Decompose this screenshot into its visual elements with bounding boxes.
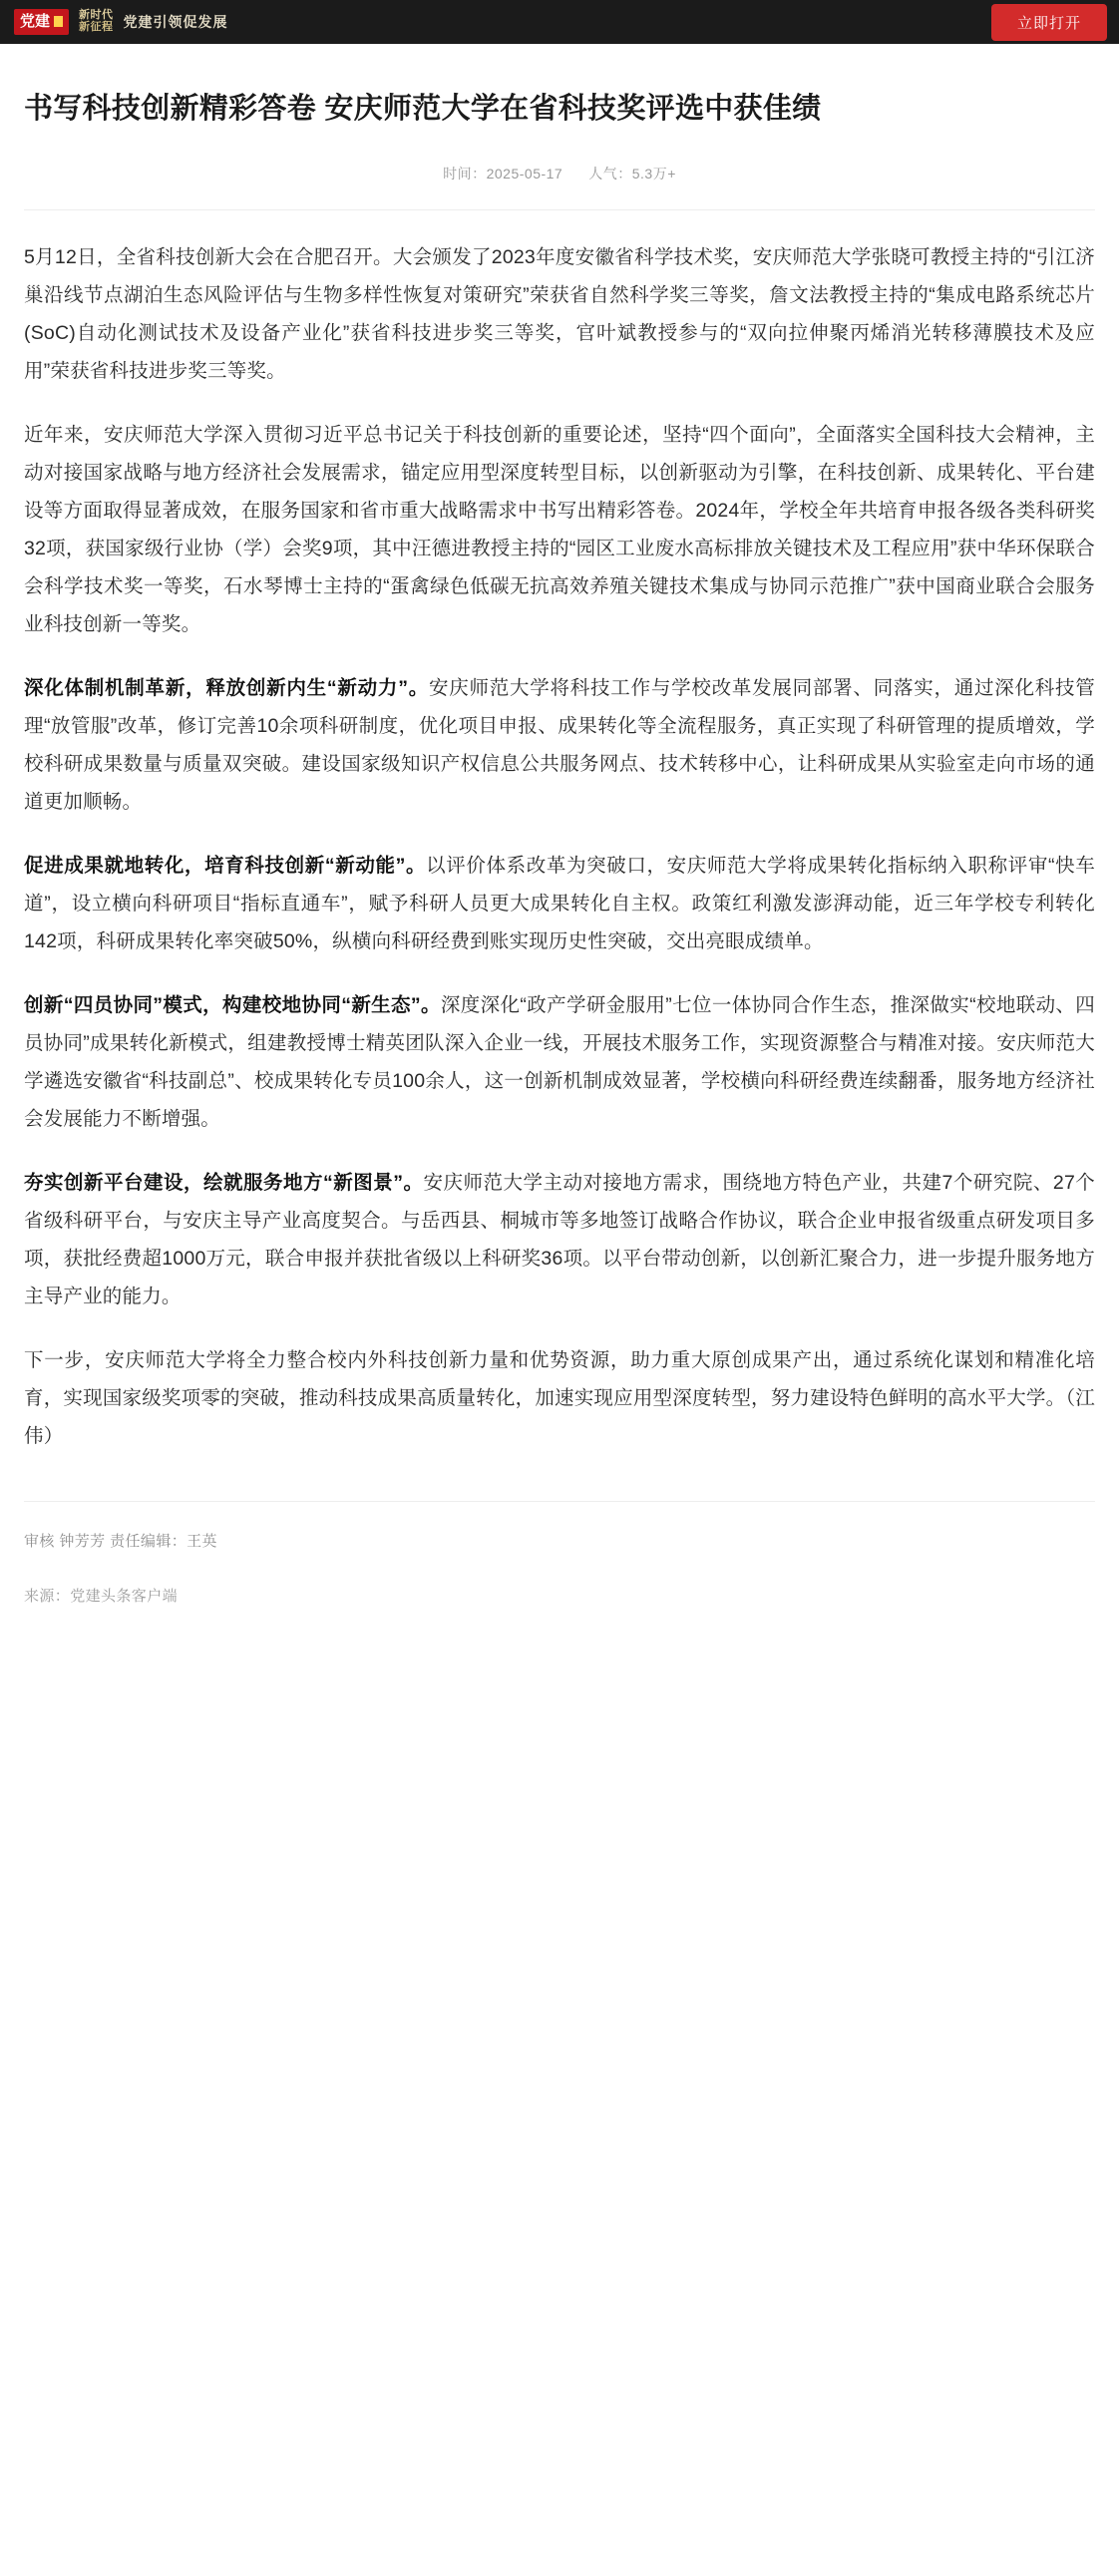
article-container xyxy=(0,88,1119,1675)
view-count-value: 5.3万+ xyxy=(631,166,676,183)
party-logo-icon xyxy=(14,9,69,35)
publish-time-value: 2025-05-17 xyxy=(486,166,563,183)
paragraph xyxy=(24,238,1095,390)
paragraph xyxy=(24,847,1095,960)
source-value[interactable]: 党建头条客户端 xyxy=(70,1588,179,1606)
paragraph xyxy=(24,416,1095,643)
paragraph xyxy=(24,986,1095,1138)
paragraph xyxy=(24,1164,1095,1315)
party-logo-text: 党建 xyxy=(20,13,51,30)
paragraph-text: 下一步，安庆师范大学将全力整合校内外科技创新力量和优势资源，助力重大原创成果产出，通过系统化谋划和精准化培育，实现国家级奖项零的突破，推动科技成果高质量转化，加速实现应用型深度转型，努力建设特色鲜明的高水平大学。（江伟） xyxy=(24,1349,1095,1448)
article-footer xyxy=(24,1501,1095,1606)
paragraph-lead: 创新“四员协同”模式，构建校地协同“新生态”。 xyxy=(24,994,441,1017)
source-label: 来源： xyxy=(24,1588,71,1606)
open-app-button[interactable]: 立即打开 xyxy=(991,4,1107,41)
paragraph-text: 深度深化“政产学研金服用”七位一体协同合作生态，推深做实“校地联动、四员协同”成果转化新模式，组建教授博士精英团队深入企业一线，开展技术服务工作，实现资源整合与精准对接。安庆师范大学遴选安徽省“科技副总”、校成果转化专员100余人，这一创新机制成效显著，学校横向科研经费连续翻番，服务地方经济社会发展能力不断增强。 xyxy=(24,994,1095,1131)
editor-credits: 审核 钟芳芳 责任编辑：王英 xyxy=(24,1533,217,1551)
paragraph-lead: 夯实创新平台建设，绘就服务地方“新图景”。 xyxy=(24,1172,424,1195)
brand-slogan: 党建引领促发展 xyxy=(123,14,228,30)
paragraph-lead: 深化体制机制革新，释放创新内生“新动力”。 xyxy=(24,677,429,700)
header-divider xyxy=(24,209,1095,210)
brand-subtitle xyxy=(79,10,114,33)
view-count xyxy=(588,164,676,184)
bottom-spacer xyxy=(24,1606,1095,1675)
page-title: 书写科技创新精彩答卷 安庆师范大学在省科技奖评选中获佳绩 xyxy=(24,93,822,125)
article-source xyxy=(24,1585,1095,1606)
brand-subtitle-line1: 新时代 xyxy=(79,9,114,22)
paragraph xyxy=(24,1341,1095,1455)
view-count-label: 人气： xyxy=(588,166,632,183)
publish-time-label: 时间： xyxy=(443,166,487,183)
brand-subtitle-line2: 新征程 xyxy=(79,21,114,33)
paragraph-text: 安庆师范大学主动对接地方需求，围绕地方特色产业，共建7个研究院、27个省级科研平台，与安庆主导产业高度契合。与岳西县、桐城市等多地签订战略合作协议，联合企业申报省级重点研发项目多项，获批经费超1000万元，联合申报并获批省级以上科研奖36项。以平台带动创新，以创新汇聚合力，进一步提升服务地方主导产业的能力。 xyxy=(24,1172,1095,1308)
article-meta xyxy=(24,164,1095,184)
publish-time xyxy=(443,164,562,184)
paragraph-text: 近年来，安庆师范大学深入贯彻习近平总书记关于科技创新的重要论述，坚持“四个面向”，全面落实全国科技大会精神，主动对接国家战略与地方经济社会发展需求，锚定应用型深度转型目标，以创新驱动为引擎，在科技创新、成果转化、平台建设等方面取得显著成效，在服务国家和省市重大战略需求中书写出精彩答卷。2024年，学校全年共培育申报各级各类科研奖32项，获国家级行业协（学）会奖9项，其中汪德进教授主持的“园区工业废水高标排放关键技术及工程应用”获中华环保联合会科学技术奖一等奖，石水琴博士主持的“蛋禽绿色低碳无抗高效养殖关键技术集成与协同示范推广”获中国商业联合会服务业科技创新一等奖。 xyxy=(24,424,1095,636)
paragraph xyxy=(24,669,1095,821)
paragraph-text: 5月12日，全省科技创新大会在合肥召开。大会颁发了2023年度安徽省科学技术奖，安庆师范大学张晓可教授主持的“引江济巢沿线节点湖泊生态风险评估与生物多样性恢复对策研究”荣获省自然科学奖三等奖，詹文法教授主持的“集成电路系统芯片(SoC)自动化测试技术及设备产业化”获省科技进步奖三等奖，官叶斌教授参与的“双向拉伸聚丙烯消光转移薄膜技术及应用”荣获省科技进步奖三等奖。 xyxy=(24,246,1095,383)
paragraph-lead: 促进成果就地转化，培育科技创新“新动能”。 xyxy=(24,855,427,878)
paragraph-text: 以评价体系改革为突破口，安庆师范大学将成果转化指标纳入职称评审“快车道”，设立横向科研项目“指标直通车”，赋予科研人员更大成果转化自主权。政策红利激发澎湃动能，近三年学校专利转化142项，科研成果转化率突破50%，纵横向科研经费到账实现历史性突破，交出亮眼成绩单。 xyxy=(24,855,1096,953)
flag-dot-icon xyxy=(54,16,63,27)
app-bar xyxy=(0,0,1119,44)
brand-area xyxy=(0,9,228,35)
article-body xyxy=(24,238,1095,1455)
paragraph-text: 安庆师范大学将科技工作与学校改革发展同部署、同落实，通过深化科技管理“放管服”改革，修订完善10余项科研制度，优化项目申报、成果转化等全流程服务，真正实现了科研管理的提质增效，学校科研成果数量与质量双突破。建设国家级知识产权信息公共服务网点、技术转移中心，让科研成果从实验室走向市场的通道更加顺畅。 xyxy=(24,677,1095,814)
